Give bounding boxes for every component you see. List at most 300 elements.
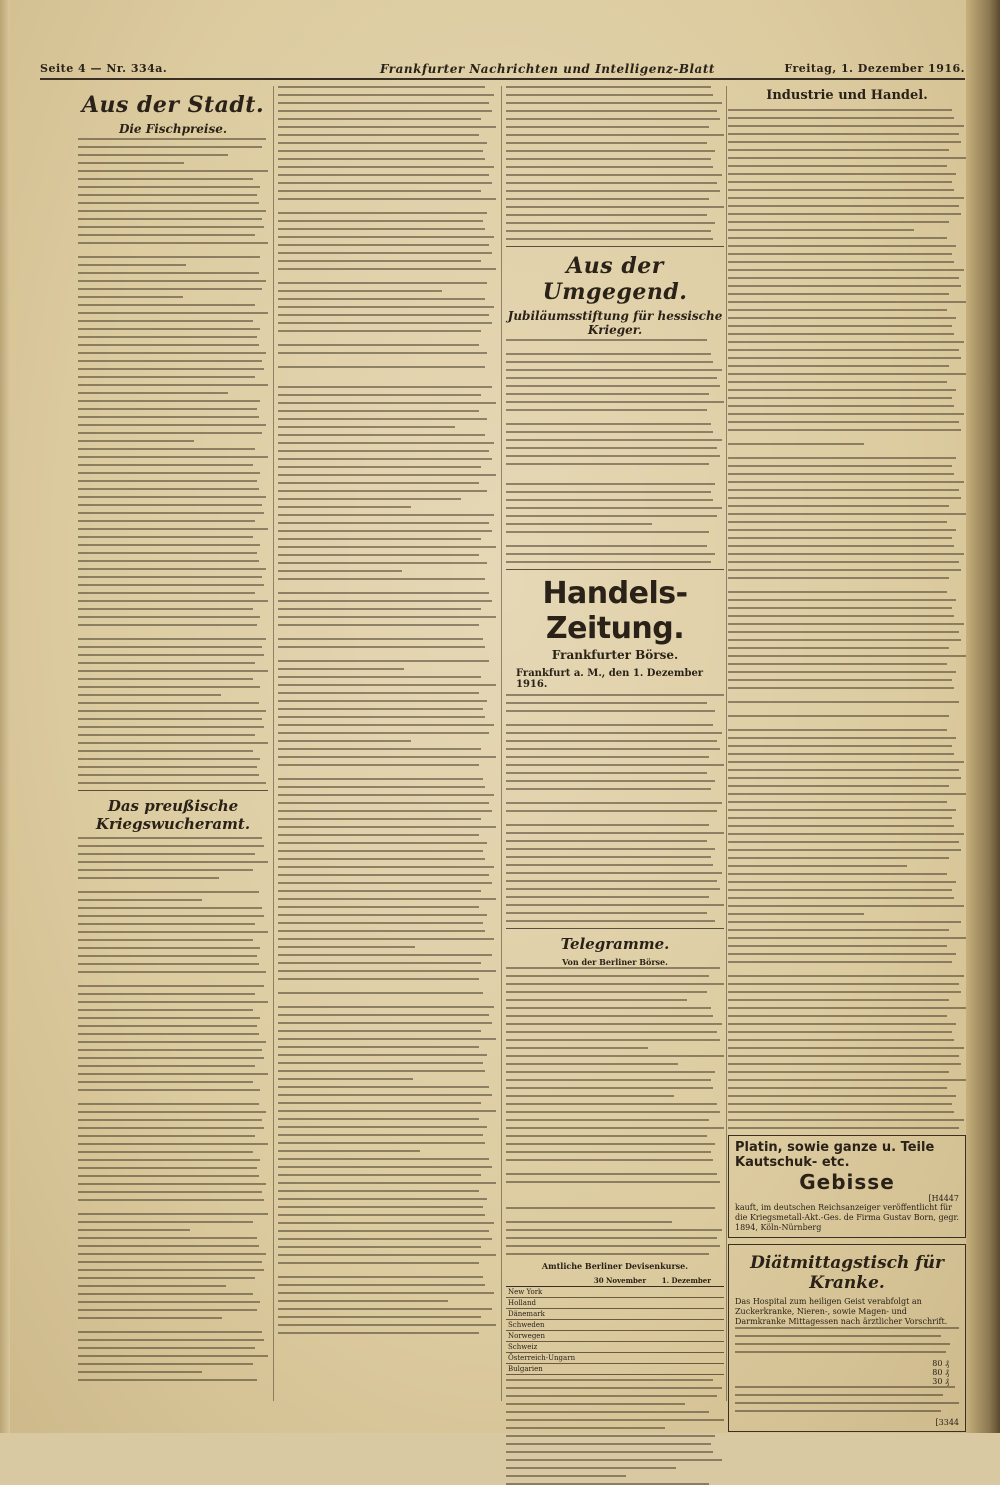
dateline: Frankfurt a. M., den 1. Dezember 1916. <box>516 668 704 690</box>
article-body-region <box>506 339 724 563</box>
text-line <box>78 1127 264 1129</box>
text-line <box>728 1055 959 1057</box>
text-line <box>506 86 711 88</box>
text-line <box>78 528 268 530</box>
text-line <box>735 1343 950 1345</box>
text-line <box>78 1363 253 1365</box>
text-line <box>506 1055 724 1057</box>
text-line <box>728 197 964 199</box>
text-line <box>728 173 956 175</box>
text-line <box>506 1475 626 1477</box>
text-line <box>506 1403 685 1405</box>
ad-headline: Gebisse <box>799 1170 895 1194</box>
text-line <box>506 1387 722 1389</box>
text-line <box>506 1459 722 1461</box>
text-line <box>728 381 947 383</box>
text-line <box>735 1327 959 1329</box>
text-line <box>278 322 492 324</box>
text-line <box>728 1079 966 1081</box>
text-line <box>78 392 228 394</box>
article-body-column-2 <box>278 86 496 1334</box>
text-line <box>278 150 483 152</box>
text-line <box>506 150 715 152</box>
text-line <box>506 1127 724 1129</box>
text-line <box>728 569 961 571</box>
advertisement-diet <box>728 1244 966 1432</box>
text-line <box>278 1046 479 1048</box>
text-line <box>506 1119 709 1121</box>
text-line <box>506 1443 711 1445</box>
divider <box>506 569 724 570</box>
text-line <box>728 421 959 423</box>
text-line <box>78 600 268 602</box>
text-line <box>278 330 481 332</box>
text-line <box>506 1237 717 1239</box>
text-line <box>728 663 947 665</box>
text-line <box>278 236 494 238</box>
text-line <box>278 1070 485 1072</box>
text-line <box>728 513 966 515</box>
header-masthead: Frankfurter Nachrichten und Intelligenz-Blatt <box>380 62 715 76</box>
text-line <box>735 1335 941 1337</box>
text-line <box>506 1467 676 1469</box>
text-line <box>506 1087 713 1089</box>
text-line <box>78 146 262 148</box>
text-line <box>506 491 711 493</box>
text-line <box>78 1285 226 1287</box>
text-line <box>506 1039 720 1041</box>
text-line <box>506 1229 722 1231</box>
text-line <box>506 447 717 449</box>
text-line <box>506 409 707 411</box>
text-line <box>78 734 255 736</box>
text-line <box>278 352 487 354</box>
column-4 <box>728 86 966 1427</box>
text-line <box>278 1062 483 1064</box>
text-line <box>728 1127 959 1129</box>
text-line <box>278 1126 487 1128</box>
text-line <box>728 253 952 255</box>
text-line <box>728 953 956 955</box>
text-line <box>278 498 461 500</box>
text-line <box>78 520 255 522</box>
text-line <box>728 945 947 947</box>
header-date: Freitag, 1. Dezember 1916. <box>784 62 965 75</box>
text-line <box>78 891 259 893</box>
text-line <box>728 545 954 547</box>
text-line <box>728 999 949 1001</box>
text-line <box>506 872 722 874</box>
text-line <box>728 577 949 579</box>
text-line <box>506 1159 713 1161</box>
text-line <box>506 1143 715 1145</box>
text-line <box>278 1332 479 1334</box>
text-line <box>78 496 266 498</box>
text-line <box>728 623 964 625</box>
text-line <box>506 904 724 906</box>
text-line <box>728 189 954 191</box>
text-line <box>78 678 253 680</box>
text-line <box>728 865 907 867</box>
text-line <box>278 898 496 900</box>
text-line <box>278 676 481 678</box>
text-line <box>506 214 707 216</box>
text-line <box>78 272 259 274</box>
fx-table <box>506 1275 724 1375</box>
text-line <box>78 1331 262 1333</box>
text-line <box>506 455 720 457</box>
text-line <box>278 1094 492 1096</box>
text-line <box>278 394 481 396</box>
text-line <box>78 1167 257 1169</box>
text-line <box>506 1095 674 1097</box>
article-body-top <box>506 86 724 240</box>
text-line <box>78 877 219 879</box>
text-line <box>506 1379 713 1381</box>
text-line <box>78 662 255 664</box>
text-line <box>506 174 722 176</box>
text-line <box>278 1166 492 1168</box>
text-line <box>506 864 713 866</box>
section-title-region: Aus der Umgegend. <box>542 253 688 305</box>
text-line <box>78 1277 255 1279</box>
text-line <box>728 237 947 239</box>
text-line <box>728 1063 961 1065</box>
text-line <box>78 1033 259 1035</box>
article-body-bottom <box>506 1379 724 1485</box>
text-line <box>506 856 711 858</box>
text-line <box>78 288 262 290</box>
text-line <box>728 293 949 295</box>
text-line <box>728 809 956 811</box>
text-line <box>278 142 487 144</box>
text-line <box>728 529 956 531</box>
text-line <box>78 194 257 196</box>
text-line <box>728 413 964 415</box>
ad-title: Platin, sowie ganze u. Teile Kautschuk- etc. <box>735 1140 935 1170</box>
text-line <box>506 423 711 425</box>
text-line <box>78 280 266 282</box>
text-line <box>506 1111 720 1113</box>
text-line <box>506 385 720 387</box>
text-line <box>728 889 952 891</box>
text-line <box>506 507 722 509</box>
fx-col-header: 1. Dezember <box>660 1275 724 1287</box>
text-line <box>78 368 264 370</box>
text-line <box>278 466 481 468</box>
text-line <box>728 817 952 819</box>
text-line <box>278 220 483 222</box>
text-line <box>78 312 268 314</box>
text-line <box>278 314 489 316</box>
text-line <box>78 256 260 258</box>
text-line <box>78 488 259 490</box>
text-line <box>728 221 949 223</box>
text-line <box>728 1071 949 1073</box>
text-line <box>278 86 485 88</box>
section-subtitle-stock-exchange: Frankfurter Börse. <box>551 648 679 662</box>
text-line <box>78 472 260 474</box>
text-line <box>78 1371 202 1373</box>
text-line <box>728 537 952 539</box>
ad-diet-headline: Diätmittagstisch für Kranke. <box>750 1253 944 1293</box>
text-line <box>278 418 487 420</box>
text-line <box>78 1057 264 1059</box>
text-line <box>78 264 186 266</box>
text-line <box>728 937 966 939</box>
text-line <box>78 138 266 140</box>
text-line <box>506 1451 713 1453</box>
text-line <box>278 624 479 626</box>
text-line <box>728 881 956 883</box>
text-line <box>728 647 949 649</box>
text-line <box>728 301 966 303</box>
text-line <box>278 1142 485 1144</box>
text-line <box>78 1183 266 1185</box>
text-line <box>506 431 713 433</box>
table-row: New York <box>506 1287 724 1298</box>
text-line <box>78 1191 262 1193</box>
text-line <box>278 684 496 686</box>
text-line <box>78 178 253 180</box>
price-row: 80 ₰ <box>932 1368 949 1377</box>
text-line <box>506 339 707 341</box>
text-line <box>506 1063 678 1065</box>
text-line <box>278 522 489 524</box>
text-line <box>78 432 262 434</box>
text-line <box>78 1245 259 1247</box>
ad-code: [3344 <box>935 1418 959 1427</box>
text-line <box>78 568 266 570</box>
text-line <box>506 1207 715 1209</box>
text-line <box>728 325 952 327</box>
text-line <box>78 440 194 442</box>
text-line <box>78 226 264 228</box>
text-line <box>278 1150 420 1152</box>
text-line <box>278 1276 483 1278</box>
text-line <box>78 616 260 618</box>
text-line <box>278 506 411 508</box>
text-line <box>278 306 494 308</box>
text-line <box>278 126 496 128</box>
text-line <box>78 1111 266 1113</box>
table-row: Holland <box>506 1298 724 1309</box>
text-line <box>278 818 481 820</box>
text-line <box>278 134 479 136</box>
text-line <box>506 840 707 842</box>
text-line <box>78 170 268 172</box>
text-line <box>728 737 956 739</box>
text-line <box>728 701 959 703</box>
text-line <box>506 553 715 555</box>
text-line <box>728 317 956 319</box>
text-line <box>728 133 959 135</box>
text-line <box>78 718 262 720</box>
text-line <box>278 660 489 662</box>
text-line <box>78 726 264 728</box>
text-line <box>278 244 489 246</box>
text-line <box>728 205 959 207</box>
text-line <box>728 181 952 183</box>
text-line <box>78 456 268 458</box>
text-line <box>78 853 255 855</box>
text-line <box>78 1379 257 1381</box>
text-line <box>278 1014 489 1016</box>
text-line <box>78 837 262 839</box>
text-line <box>78 646 262 648</box>
text-line <box>78 1229 190 1231</box>
text-line <box>278 1054 487 1056</box>
text-line <box>278 716 485 718</box>
text-line <box>728 373 966 375</box>
text-line <box>78 304 255 306</box>
text-line <box>728 141 961 143</box>
text-line <box>278 668 404 670</box>
text-line <box>278 786 485 788</box>
text-line <box>278 174 489 176</box>
text-line <box>728 607 952 609</box>
text-line <box>78 1221 253 1223</box>
text-line <box>278 616 496 618</box>
ad-diet-text: Das Hospital zum heiligen Geist verabfolgt an Zuckerkranke, Nieren-, sowie Magen- und Darmkranke Mittagessen nach ärztlicher Vorschrift. <box>735 1297 948 1326</box>
text-line <box>506 1151 711 1153</box>
text-line <box>506 780 715 782</box>
text-line <box>278 1190 479 1192</box>
text-line <box>728 397 952 399</box>
text-line <box>728 465 952 467</box>
text-line <box>728 1015 947 1017</box>
text-line <box>278 970 496 972</box>
text-line <box>728 785 949 787</box>
text-line <box>78 1199 264 1201</box>
text-line <box>278 592 489 594</box>
text-line <box>278 1006 494 1008</box>
text-line <box>78 464 253 466</box>
text-line <box>506 896 709 898</box>
text-line <box>728 745 952 747</box>
text-line <box>278 458 492 460</box>
text-line <box>728 365 949 367</box>
text-line <box>78 1317 222 1319</box>
text-line <box>78 710 266 712</box>
text-line <box>728 687 954 689</box>
text-line <box>278 1206 483 1208</box>
text-line <box>78 1049 262 1051</box>
text-line <box>506 94 713 96</box>
text-line <box>278 1198 487 1200</box>
text-line <box>78 923 255 925</box>
text-line <box>278 94 494 96</box>
text-line <box>278 1214 485 1216</box>
text-line <box>78 376 255 378</box>
text-line <box>728 1095 956 1097</box>
table-row: Dänemark <box>506 1309 724 1320</box>
text-line <box>278 102 489 104</box>
text-line <box>506 230 711 232</box>
text-line <box>278 826 496 828</box>
text-line <box>278 538 481 540</box>
text-line <box>728 761 964 763</box>
text-line <box>278 1246 481 1248</box>
text-line <box>78 242 268 244</box>
text-line <box>506 888 720 890</box>
text-line <box>278 764 479 766</box>
text-line <box>506 764 724 766</box>
text-line <box>78 1213 268 1215</box>
text-line <box>728 489 959 491</box>
text-line <box>728 753 954 755</box>
text-line <box>78 218 262 220</box>
text-line <box>78 993 255 995</box>
text-line <box>78 1261 262 1263</box>
table-row: Bulgarien <box>506 1364 724 1375</box>
text-line <box>278 410 479 412</box>
text-line <box>728 117 954 119</box>
text-line <box>278 938 494 940</box>
text-line <box>728 961 952 963</box>
text-line <box>78 947 260 949</box>
text-line <box>728 897 954 899</box>
text-line <box>78 1237 257 1239</box>
text-line <box>78 670 268 672</box>
text-line <box>78 202 259 204</box>
text-line <box>278 810 492 812</box>
text-line <box>728 671 956 673</box>
text-line <box>278 740 411 742</box>
text-line <box>278 110 492 112</box>
text-line <box>506 182 717 184</box>
divider <box>506 928 724 929</box>
text-line <box>278 490 487 492</box>
text-line <box>278 890 481 892</box>
divider <box>506 246 724 247</box>
text-line <box>506 967 720 969</box>
text-line <box>728 729 947 731</box>
text-line <box>78 1151 253 1153</box>
text-line <box>278 166 494 168</box>
text-line <box>78 702 259 704</box>
text-line <box>278 1086 489 1088</box>
text-line <box>78 1041 266 1043</box>
text-line <box>78 448 255 450</box>
text-line <box>78 536 253 538</box>
text-line <box>506 710 715 712</box>
text-line <box>735 1402 959 1404</box>
text-line <box>506 756 709 758</box>
text-line <box>506 1079 711 1081</box>
text-line <box>728 497 961 499</box>
fx-col-header <box>506 1275 592 1287</box>
text-line <box>728 849 961 851</box>
text-line <box>728 1023 956 1025</box>
text-line <box>278 866 494 868</box>
text-line <box>506 983 724 985</box>
text-line <box>728 473 954 475</box>
text-line <box>278 930 485 932</box>
text-line <box>78 1269 264 1271</box>
text-line <box>78 1301 260 1303</box>
text-line <box>78 654 264 656</box>
text-line <box>278 946 415 948</box>
text-line <box>78 1347 255 1349</box>
text-line <box>728 825 954 827</box>
text-line <box>728 1087 947 1089</box>
text-line <box>506 1245 720 1247</box>
text-line <box>278 1308 492 1310</box>
text-line <box>735 1410 941 1412</box>
text-line <box>78 774 259 776</box>
text-line <box>78 1143 268 1145</box>
